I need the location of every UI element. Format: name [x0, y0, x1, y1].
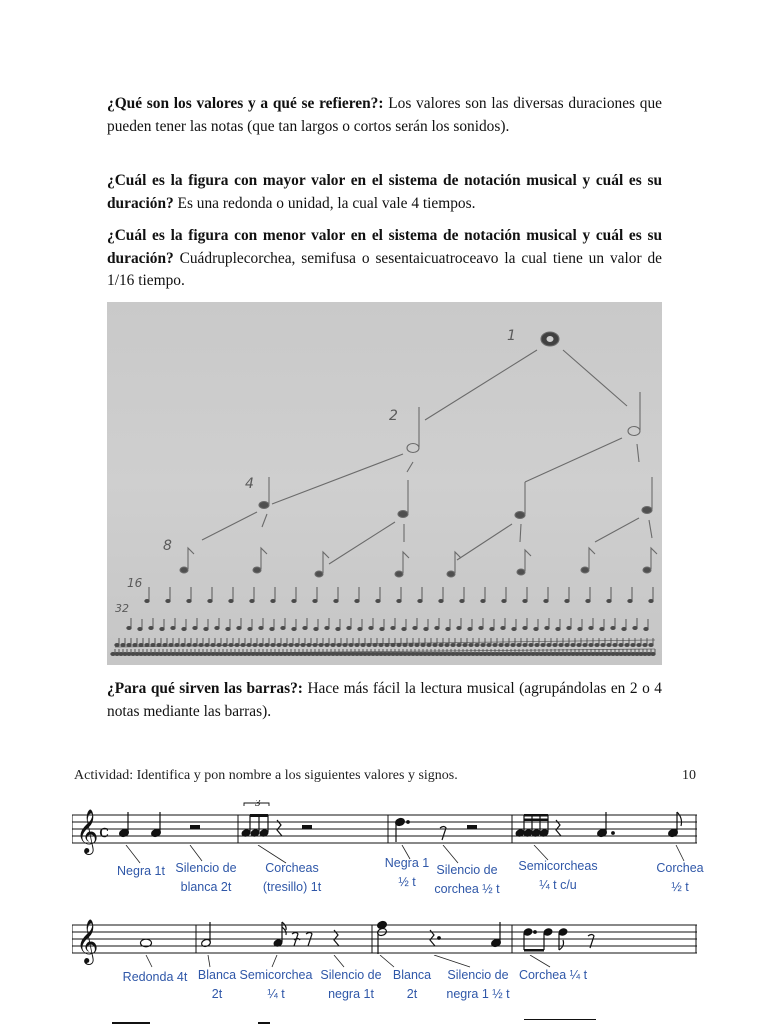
- music-staff-3-partial: [72, 1016, 700, 1024]
- pencil-note: [463, 643, 467, 646]
- treble-clef-icon: 𝄞: [76, 809, 99, 853]
- pencil-note: [493, 643, 497, 646]
- pencil-note: [413, 626, 417, 629]
- pencil-note: [556, 627, 560, 630]
- pencil-note: [205, 643, 209, 646]
- pencil-note: [145, 599, 149, 602]
- pencil-note: [559, 643, 563, 646]
- pencil-note: [460, 599, 464, 602]
- pencil-note: [182, 627, 186, 630]
- pencil-note: [283, 643, 287, 646]
- pencil-note: [334, 599, 338, 602]
- question: ¿Qué son los valores y a qué se refieren?:: [107, 95, 384, 112]
- pencil-note: [391, 643, 395, 646]
- pencil-note: [313, 599, 317, 602]
- label-semicorcheas: Semicorcheas ¼ t c/u: [518, 859, 598, 892]
- pencil-note: [303, 626, 307, 629]
- pencil-note: [149, 626, 153, 629]
- label-silencio-blanca: Silencio de blanca 2t: [175, 861, 237, 894]
- pencil-note: [295, 643, 299, 646]
- pencil-note: [421, 643, 425, 646]
- pencil-note: [589, 626, 593, 629]
- pencil-note: [331, 643, 335, 646]
- pencil-note: [259, 643, 263, 646]
- pencil-note: [157, 643, 161, 646]
- answer: Hace más fácil la lectura musical (agrupándolas en 2 o 4 notas mediante las barras).: [107, 680, 663, 720]
- pencil-note: [649, 643, 653, 646]
- pencil-note: [512, 627, 516, 630]
- pencil-note: [586, 599, 590, 602]
- pencil-note: [631, 643, 635, 646]
- pencil-note: [215, 626, 219, 629]
- pencil-note: [115, 643, 119, 646]
- answer: Los valores son las diversas duraciones que pueden tener las notas (que tan largos o cortos serán los sonidos).: [107, 95, 663, 135]
- pencil-note: [166, 599, 170, 602]
- pencil-note: [415, 643, 419, 646]
- pencil-note: [601, 643, 605, 646]
- pencil-note: [545, 626, 549, 629]
- pencil-note: [208, 599, 212, 602]
- pencil-note: [139, 643, 143, 646]
- pencil-note: [349, 643, 353, 646]
- pencil-note: [622, 627, 626, 630]
- question: ¿Para qué sirven las barras?:: [107, 680, 303, 697]
- label-corchea-half: Corchea ½ t: [656, 861, 704, 894]
- pencil-note: [607, 599, 611, 602]
- pencil-note: [307, 643, 311, 646]
- pencil-note: [643, 643, 647, 646]
- pencil-note: [607, 643, 611, 646]
- pencil-note: [457, 626, 461, 629]
- pencil-note: [133, 643, 137, 646]
- pencil-note: [578, 627, 582, 630]
- pencil-note: [611, 626, 615, 629]
- pencil-note: [501, 626, 505, 629]
- pencil-note: [529, 643, 533, 646]
- label-blanca-1: Blanca 2t: [197, 968, 237, 1001]
- pencil-note: [583, 643, 587, 646]
- label-negra-1t: Negra 1t: [117, 864, 165, 878]
- pencil-note: [651, 652, 655, 655]
- pencil-note: [435, 626, 439, 629]
- pencil-note: [187, 599, 191, 602]
- pencil-note: [369, 626, 373, 629]
- pencil-note: [337, 643, 341, 646]
- page-number: 10: [682, 768, 696, 783]
- pencil-note: [535, 643, 539, 646]
- pencil-note: [271, 643, 275, 646]
- pencil-note: [475, 643, 479, 646]
- pencil-note: [376, 599, 380, 602]
- pencil-note: [433, 643, 437, 646]
- pencil-note: [163, 643, 167, 646]
- pencil-note: [487, 643, 491, 646]
- pencil-note: [481, 599, 485, 602]
- pencil-note: [314, 627, 318, 630]
- pencil-note: [502, 599, 506, 602]
- label-corcheas-tresillo: Corcheas (tresillo) 1t: [262, 861, 322, 894]
- pencil-note: [138, 627, 142, 630]
- pencil-note: [277, 643, 281, 646]
- pencil-note: [223, 643, 227, 646]
- pencil-note: [181, 643, 185, 646]
- pencil-note: [169, 643, 173, 646]
- pencil-note: [523, 626, 527, 629]
- pencil-note: [151, 643, 155, 646]
- pencil-note: [523, 643, 527, 646]
- label-semicorchea: Semicorchea ¼ t: [239, 968, 313, 1001]
- pencil-note: [361, 643, 365, 646]
- pencil-note: [637, 643, 641, 646]
- pencil-note: [439, 599, 443, 602]
- pencil-note: [187, 643, 191, 646]
- label-blanca-2: Blanca 2t: [392, 968, 432, 1001]
- pencil-note: [644, 627, 648, 630]
- pencil-note: [193, 626, 197, 629]
- label-silencio-negra-1t: Silencio de negra 1t: [320, 968, 382, 1001]
- pencil-note: [589, 643, 593, 646]
- pencil-note: [446, 627, 450, 630]
- pencil-note: [211, 643, 215, 646]
- pencil-note: [199, 643, 203, 646]
- pencil-note: [505, 643, 509, 646]
- tuplet-number: 3: [255, 800, 261, 809]
- pencil-note: [235, 643, 239, 646]
- pencil-note: [418, 599, 422, 602]
- pencil-note: [343, 643, 347, 646]
- row-number-8: 8: [163, 538, 172, 554]
- pencil-note: [127, 643, 131, 646]
- pencil-note: [625, 643, 629, 646]
- pencil-note: [171, 626, 175, 629]
- pencil-note: [613, 643, 617, 646]
- pencil-note: [292, 627, 296, 630]
- pencil-note: [391, 626, 395, 629]
- pencil-note: [490, 627, 494, 630]
- pencil-note: [427, 643, 431, 646]
- pencil-note: [380, 627, 384, 630]
- pencil-note: [511, 643, 515, 646]
- pencil-note: [397, 643, 401, 646]
- pencil-note: [541, 643, 545, 646]
- pencil-note: [397, 599, 401, 602]
- label-negra-1-half: Negra 1 ½ t: [384, 856, 430, 889]
- pencil-note: [577, 643, 581, 646]
- label-redonda: Redonda 4t: [122, 970, 188, 984]
- pencil-note: [358, 627, 362, 630]
- treble-clef-icon: 𝄞: [76, 919, 99, 963]
- pencil-note: [270, 627, 274, 630]
- pencil-note: [175, 643, 179, 646]
- pencil-note: [265, 643, 269, 646]
- question: ¿Cuál es la figura con mayor valor en el sistema de notación musical y cuál es su duración?: [107, 172, 662, 212]
- answer: Cuádruplecorchea, semifusa o sesentaicuatroceavo la cual tiene un valor de 1/16 tiempo.: [107, 249, 662, 289]
- paragraph-largest-value: [107, 170, 662, 215]
- pencil-note: [347, 626, 351, 629]
- pencil-note: [121, 643, 125, 646]
- pencil-note: [565, 643, 569, 646]
- pencil-note: [289, 643, 293, 646]
- pencil-note: [355, 643, 359, 646]
- pencil-note: [217, 643, 221, 646]
- pencil-note: [553, 643, 557, 646]
- pencil-note: [633, 626, 637, 629]
- row-number-2: 2: [389, 408, 398, 424]
- pencil-note: [571, 643, 575, 646]
- note-value-tree-photo: [107, 302, 662, 665]
- activity-title: Actividad: Identifica y pon nombre a los siguientes valores y signos.: [74, 768, 458, 783]
- pencil-note: [301, 643, 305, 646]
- pencil-note: [628, 599, 632, 602]
- label-silencio-corchea: Silencio de corchea ½ t: [434, 863, 500, 896]
- pencil-note: [600, 627, 604, 630]
- pencil-note: [367, 643, 371, 646]
- row-number-32: 32: [115, 602, 129, 615]
- pencil-note: [325, 643, 329, 646]
- pencil-note: [479, 626, 483, 629]
- note-tree-drawing: [107, 302, 662, 665]
- pencil-note: [259, 626, 263, 629]
- pencil-note: [241, 643, 245, 646]
- pencil-note: [523, 599, 527, 602]
- pencil-note: [619, 643, 623, 646]
- pencil-note: [565, 599, 569, 602]
- pencil-note: [336, 627, 340, 630]
- pencil-note: [292, 599, 296, 602]
- pencil-note: [193, 643, 197, 646]
- pencil-note: [204, 627, 208, 630]
- pencil-note: [385, 643, 389, 646]
- pencil-note: [319, 643, 323, 646]
- label-corchea-quarter: Corchea ¼ t: [518, 968, 588, 982]
- pencil-note: [313, 643, 317, 646]
- pencil-note: [379, 643, 383, 646]
- pencil-note: [567, 626, 571, 629]
- pencil-note: [439, 643, 443, 646]
- pencil-note: [451, 643, 455, 646]
- pencil-note: [517, 643, 521, 646]
- paragraph-smallest-value: [107, 225, 662, 293]
- pencil-note: [373, 643, 377, 646]
- pencil-note: [247, 643, 251, 646]
- pencil-note: [229, 599, 233, 602]
- paragraph-values: [107, 93, 662, 138]
- pencil-note: [355, 599, 359, 602]
- pencil-note: [145, 643, 149, 646]
- pencil-note: [248, 627, 252, 630]
- row-number-4: 4: [245, 476, 254, 492]
- pencil-note: [250, 599, 254, 602]
- pencil-note: [649, 599, 653, 602]
- pencil-note: [271, 599, 275, 602]
- pencil-note: [469, 643, 473, 646]
- paragraph-bars: [107, 678, 662, 723]
- row-number-16: 16: [127, 576, 143, 590]
- pencil-note: [325, 626, 329, 629]
- pencil-note: [424, 627, 428, 630]
- question: ¿Cuál es la figura con menor valor en el sistema de notación musical y cuál es su duración?: [107, 227, 662, 267]
- pencil-note: [595, 643, 599, 646]
- pencil-note: [534, 627, 538, 630]
- pencil-note: [481, 643, 485, 646]
- pencil-note: [445, 643, 449, 646]
- pencil-note: [499, 643, 503, 646]
- row-number-1: 1: [507, 328, 516, 344]
- pencil-note: [253, 643, 257, 646]
- pencil-note: [160, 627, 164, 630]
- common-time-icon: c: [99, 821, 110, 842]
- answer: Es una redonda o unidad, la cual vale 4 tiempos.: [173, 194, 476, 212]
- pencil-note: [281, 626, 285, 629]
- pencil-note: [547, 643, 551, 646]
- pencil-note: [468, 627, 472, 630]
- pencil-note: [409, 643, 413, 646]
- pencil-note: [237, 626, 241, 629]
- pencil-note: [127, 626, 131, 629]
- pencil-note: [229, 643, 233, 646]
- label-silencio-negra-1-half: Silencio de negra 1 ½ t: [446, 968, 510, 1001]
- pencil-note: [402, 627, 406, 630]
- pencil-note: [544, 599, 548, 602]
- pencil-note: [457, 643, 461, 646]
- pencil-note: [226, 627, 230, 630]
- pencil-note: [403, 643, 407, 646]
